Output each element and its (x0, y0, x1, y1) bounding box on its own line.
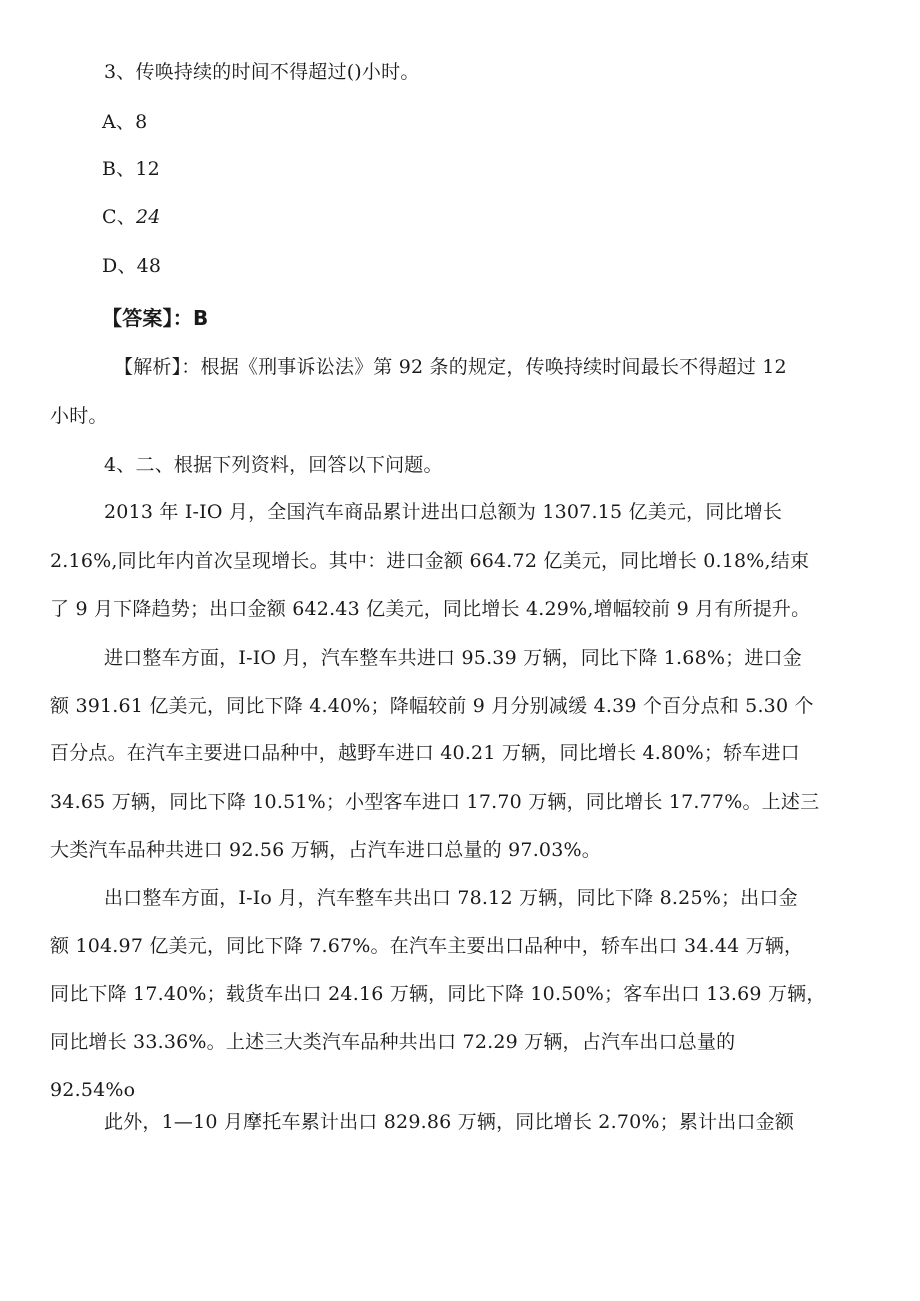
option-d (102, 254, 161, 278)
paragraph-4-line-1: 此外，1—10 月摩托车累计出口 829.86 万辆，同比增长 2.70%；累计出口金额 (104, 1111, 795, 1133)
option-letter: A、 (102, 111, 136, 133)
paragraph-2-line-3: 百分点。在汽车主要进口品种中，越野车进口 40.21 万辆，同比增长 4.80%；轿车进口 (50, 742, 800, 764)
option-value: 12 (135, 158, 160, 180)
paragraph-3-line-4: 同比增长 33.36%。上述三大类汽车品种共出口 72.29 万辆，占汽车出口总量的 (50, 1031, 736, 1053)
option-value: 24 (135, 206, 161, 228)
paragraph-1-line-1: 2013 年 I-IO 月，全国汽车商品累计进出口总额为 1307.15 亿美元，同比增长 (104, 501, 783, 523)
question-4-stem: 4、二、根据下列资料，回答以下问题。 (104, 454, 443, 476)
paragraph-2-line-1: 进口整车方面，I-IO 月，汽车整车共进口 95.39 万辆，同比下降 1.68%；进口金 (104, 647, 802, 669)
option-value: 8 (135, 111, 148, 133)
paragraph-3-line-2: 额 104.97 亿美元，同比下降 7.67%。在汽车主要出口品种中，轿车出口 34.44 万辆， (50, 935, 804, 957)
option-letter: D、 (102, 255, 137, 277)
paragraph-2-line-2: 额 391.61 亿美元，同比下降 4.40%；降幅较前 9 月分别减缓 4.39 个百分点和 5.30 个 (50, 695, 814, 717)
analysis-line-1: 【解析】：根据《刑事诉讼法》第 92 条的规定，传唤持续时间最长不得超过 12 (114, 356, 787, 378)
paragraph-3-line-3: 同比下降 17.40%；载货车出口 24.16 万辆，同比下降 10.50%；客车出口 13.69 万辆， (50, 983, 826, 1005)
option-c (102, 205, 161, 229)
paragraph-2-line-5: 大类汽车品种共进口 92.56 万辆，占汽车进口总量的 97.03%。 (50, 839, 601, 861)
paragraph-3-line-5: 92.54%o (50, 1079, 136, 1101)
option-value: 48 (136, 255, 162, 277)
paragraph-2-line-4: 34.65 万辆，同比下降 10.51%；小型客车进口 17.70 万辆，同比增长 17.77%。上述三 (50, 791, 820, 813)
answer-label: 【答案】：B (102, 306, 209, 330)
paragraph-1-line-3: 了 9 月下降趋势；出口金额 642.43 亿美元，同比增长 4.29%,增幅较前 9 月有所提升。 (50, 598, 811, 620)
option-b (102, 157, 160, 181)
option-letter: C、 (102, 206, 136, 228)
paragraph-1-line-2: 2.16%,同比年内首次呈现增长。其中：进口金额 664.72 亿美元，同比增长 0.18%,结束 (50, 550, 810, 572)
analysis-line-2: 小时。 (50, 405, 108, 427)
option-letter: B、 (102, 158, 136, 180)
question-3-stem: 3、传唤持续的时间不得超过()小时。 (104, 61, 420, 83)
paragraph-3-line-1: 出口整车方面，I-Io 月，汽车整车共出口 78.12 万辆，同比下降 8.25%；出口金 (104, 887, 798, 909)
option-a (102, 110, 147, 134)
